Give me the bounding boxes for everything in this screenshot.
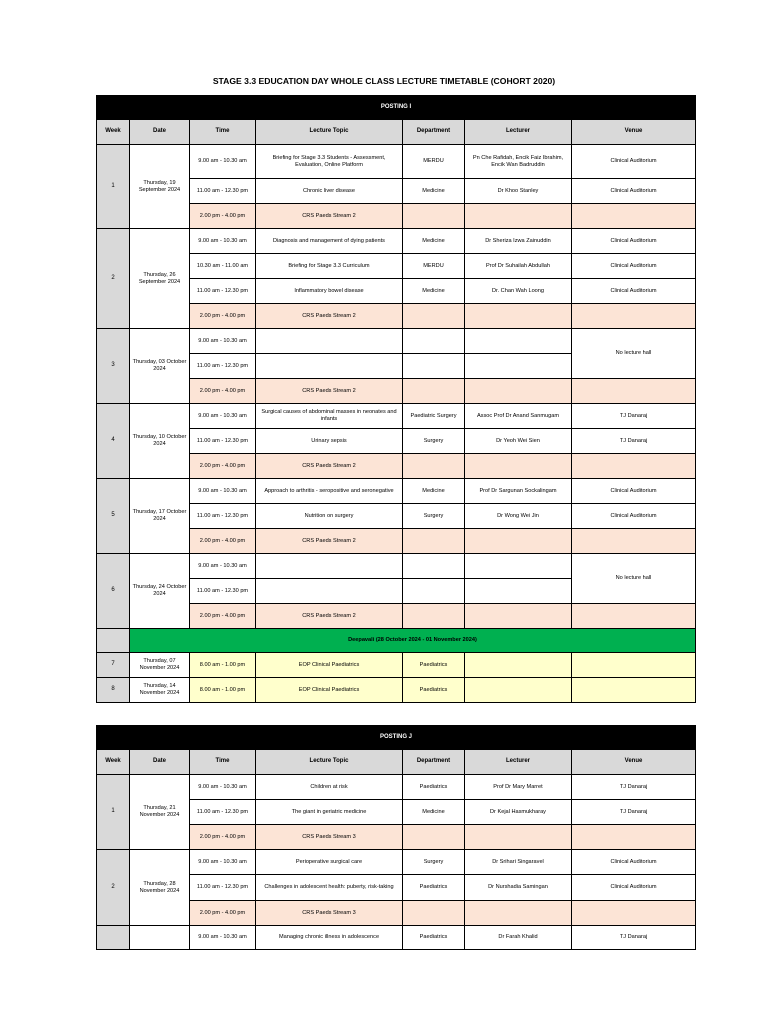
week-number: 2 (97, 229, 130, 329)
department (403, 825, 465, 850)
department: Surgery (403, 429, 465, 454)
venue: TJ Danaraj (572, 800, 696, 825)
lecture-topic: CRS Paeds Stream 2 (256, 304, 403, 329)
lecture-time: 11.00 am - 12.30 pm (190, 429, 256, 454)
table-row (97, 850, 696, 875)
venue: Clinical Auditorium (572, 179, 696, 204)
week-number: 5 (97, 479, 130, 554)
lecture-time: 11.00 am - 12.30 pm (190, 179, 256, 204)
lecture-topic: Surgical causes of abdominal masses in neonates and infants (256, 404, 403, 429)
lecture-time: 9.00 am - 10.30 am (190, 850, 256, 875)
department: Paediatrics (403, 775, 465, 800)
department (403, 304, 465, 329)
posting-label: POSTING I (97, 96, 696, 120)
venue: TJ Danaraj (572, 429, 696, 454)
lecture-time: 2.00 pm - 4.00 pm (190, 204, 256, 229)
lecture-topic: CRS Paeds Stream 3 (256, 901, 403, 926)
venue (572, 678, 696, 703)
department: Medicine (403, 800, 465, 825)
lecture-topic: CRS Paeds Stream 2 (256, 379, 403, 404)
venue: TJ Danaraj (572, 775, 696, 800)
venue (572, 529, 696, 554)
lecture-date: Thursday, 17 October 2024 (130, 479, 190, 554)
lecturer: Dr Srihari Singaravel (465, 850, 572, 875)
lecturer: Assoc Prof Dr Anand Sanmugam (465, 404, 572, 429)
lecturer (465, 304, 572, 329)
week-number: 3 (97, 329, 130, 404)
column-header-venue: Venue (572, 120, 696, 145)
week-number: 1 (97, 775, 130, 850)
venue (572, 825, 696, 850)
department (403, 554, 465, 579)
department: Paediatrics (403, 875, 465, 901)
posting-i-table (96, 95, 696, 703)
lecture-time: 9.00 am - 10.30 am (190, 404, 256, 429)
lecture-date: Thursday, 28 November 2024 (130, 850, 190, 926)
column-header-lecture-topic: Lecture Topic (256, 120, 403, 145)
department: Surgery (403, 504, 465, 529)
lecture-topic: CRS Paeds Stream 3 (256, 825, 403, 850)
lecture-time: 2.00 pm - 4.00 pm (190, 825, 256, 850)
holiday-banner: Deepavali (28 October 2024 - 01 November 2024) (130, 629, 696, 653)
lecturer (465, 379, 572, 404)
lecture-topic: The giant in geriatric medicine (256, 800, 403, 825)
lecture-topic: Approach to arthritis - seropositive and seronegative (256, 479, 403, 504)
lecture-date: Thursday, 19 September 2024 (130, 145, 190, 229)
department: Surgery (403, 850, 465, 875)
lecturer (465, 653, 572, 678)
venue: Clinical Auditorium (572, 850, 696, 875)
department (403, 379, 465, 404)
lecture-date (130, 926, 190, 950)
department: MERDU (403, 145, 465, 179)
lecture-time: 9.00 am - 10.30 am (190, 145, 256, 179)
column-header-time: Time (190, 120, 256, 145)
lecture-date: Thursday, 26 September 2024 (130, 229, 190, 329)
holiday-week-spacer (97, 629, 130, 653)
lecture-topic (256, 579, 403, 604)
lecture-time: 11.00 am - 12.30 pm (190, 875, 256, 901)
column-header-lecturer: Lecturer (465, 120, 572, 145)
lecture-date: Thursday, 24 October 2024 (130, 554, 190, 629)
venue (572, 454, 696, 479)
week-number: 8 (97, 678, 130, 703)
department: Paediatrics (403, 678, 465, 703)
week-number (97, 926, 130, 950)
lecture-time: 11.00 am - 12.30 pm (190, 279, 256, 304)
lecture-topic: Briefing for Stage 3.3 Students - Assessment, Evaluation, Online Platform (256, 145, 403, 179)
lecture-topic (256, 554, 403, 579)
lecturer (465, 554, 572, 579)
venue: Clinical Auditorium (572, 254, 696, 279)
department: Medicine (403, 229, 465, 254)
lecture-time: 2.00 pm - 4.00 pm (190, 901, 256, 926)
lecture-time: 2.00 pm - 4.00 pm (190, 604, 256, 629)
venue: Clinical Auditorium (572, 875, 696, 901)
column-header-lecture-topic: Lecture Topic (256, 750, 403, 775)
column-header-lecturer: Lecturer (465, 750, 572, 775)
venue: Clinical Auditorium (572, 479, 696, 504)
lecture-topic: CRS Paeds Stream 2 (256, 204, 403, 229)
posting-label: POSTING J (97, 726, 696, 750)
lecture-date: Thursday, 21 November 2024 (130, 775, 190, 850)
lecture-time: 9.00 am - 10.30 am (190, 479, 256, 504)
column-header-week: Week (97, 750, 130, 775)
lecture-date: Thursday, 10 October 2024 (130, 404, 190, 479)
lecturer (465, 678, 572, 703)
department (403, 579, 465, 604)
venue: Clinical Auditorium (572, 145, 696, 179)
lecture-topic: Perioperative surgical care (256, 850, 403, 875)
venue (572, 604, 696, 629)
lecture-topic: Inflammatory bowel disease (256, 279, 403, 304)
lecture-time: 9.00 am - 10.30 am (190, 229, 256, 254)
week-number: 6 (97, 554, 130, 629)
department (403, 329, 465, 354)
lecture-topic: Challenges in adolescent health: puberty, risk-taking (256, 875, 403, 901)
lecture-time: 8.00 am - 1.00 pm (190, 653, 256, 678)
department (403, 604, 465, 629)
lecture-time: 2.00 pm - 4.00 pm (190, 529, 256, 554)
column-header-row (97, 120, 696, 145)
lecture-time: 11.00 am - 12.30 pm (190, 800, 256, 825)
lecturer (465, 529, 572, 554)
column-header-department: Department (403, 120, 465, 145)
venue: Clinical Auditorium (572, 279, 696, 304)
venue (572, 901, 696, 926)
document-title: STAGE 3.3 EDUCATION DAY WHOLE CLASS LECTURE TIMETABLE (COHORT 2020) (212, 76, 556, 86)
lecture-time: 8.00 am - 1.00 pm (190, 678, 256, 703)
lecturer (465, 901, 572, 926)
venue: No lecture hall (572, 329, 696, 379)
lecturer: Dr Khoo Stanley (465, 179, 572, 204)
lecture-topic: Urinary sepsis (256, 429, 403, 454)
table-row (97, 229, 696, 254)
lecturer (465, 354, 572, 379)
table-row (97, 554, 696, 579)
lecture-topic: Children at risk (256, 775, 403, 800)
posting-j-table (96, 725, 696, 950)
venue: TJ Danaraj (572, 404, 696, 429)
lecturer (465, 329, 572, 354)
lecture-time: 9.00 am - 10.30 am (190, 926, 256, 950)
lecture-time: 11.00 am - 12.30 pm (190, 354, 256, 379)
table-row (97, 775, 696, 800)
department (403, 204, 465, 229)
lecturer: Dr Wong Wei Jin (465, 504, 572, 529)
lecturer: Prof Dr Sargunan Sockalingam (465, 479, 572, 504)
lecture-topic: EOP Clinical Paediatrics (256, 678, 403, 703)
column-header-week: Week (97, 120, 130, 145)
venue (572, 653, 696, 678)
lecturer (465, 454, 572, 479)
lecturer (465, 825, 572, 850)
lecturer: Prof Dr Suhailah Abdullah (465, 254, 572, 279)
holiday-row (97, 629, 696, 653)
lecture-topic: EOP Clinical Paediatrics (256, 653, 403, 678)
lecture-time: 9.00 am - 10.30 am (190, 775, 256, 800)
lecture-date: Thursday, 14 November 2024 (130, 678, 190, 703)
table-row (97, 653, 696, 678)
lecture-topic: CRS Paeds Stream 2 (256, 529, 403, 554)
lecturer: Prof Dr Mary Marret (465, 775, 572, 800)
column-header-date: Date (130, 750, 190, 775)
table-row (97, 479, 696, 504)
lecture-topic: Managing chronic illness in adolescence (256, 926, 403, 950)
department (403, 901, 465, 926)
table-row (97, 926, 696, 950)
department: Paediatrics (403, 926, 465, 950)
venue (572, 304, 696, 329)
lecturer: Dr. Chan Wah Loong (465, 279, 572, 304)
lecture-time: 2.00 pm - 4.00 pm (190, 304, 256, 329)
lecture-time: 9.00 am - 10.30 am (190, 329, 256, 354)
column-header-time: Time (190, 750, 256, 775)
lecture-date: Thursday, 07 November 2024 (130, 653, 190, 678)
venue: Clinical Auditorium (572, 229, 696, 254)
department: Medicine (403, 179, 465, 204)
posting-header (97, 726, 696, 750)
week-number: 2 (97, 850, 130, 926)
department (403, 354, 465, 379)
lecturer: Dr Farah Khalid (465, 926, 572, 950)
table-row (97, 145, 696, 179)
lecture-topic: Nutrition on surgery (256, 504, 403, 529)
department (403, 529, 465, 554)
table-row (97, 329, 696, 354)
lecture-time: 2.00 pm - 4.00 pm (190, 454, 256, 479)
lecture-time: 10.30 am - 11.00 am (190, 254, 256, 279)
venue (572, 204, 696, 229)
lecturer (465, 604, 572, 629)
lecture-topic: Briefing for Stage 3.3 Curriculum (256, 254, 403, 279)
table-row (97, 404, 696, 429)
lecture-topic: CRS Paeds Stream 2 (256, 604, 403, 629)
posting-header (97, 96, 696, 120)
lecturer: Dr Yeoh Wei Sien (465, 429, 572, 454)
lecturer (465, 579, 572, 604)
department: Paediatric Surgery (403, 404, 465, 429)
lecturer: Dr Nurshadia Samingan (465, 875, 572, 901)
lecture-topic: Diagnosis and management of dying patients (256, 229, 403, 254)
department: Medicine (403, 479, 465, 504)
department: MERDU (403, 254, 465, 279)
venue (572, 379, 696, 404)
week-number: 4 (97, 404, 130, 479)
lecture-topic: Chronic liver disease (256, 179, 403, 204)
venue: Clinical Auditorium (572, 504, 696, 529)
week-number: 1 (97, 145, 130, 229)
lecture-time: 2.00 pm - 4.00 pm (190, 379, 256, 404)
lecture-topic (256, 354, 403, 379)
column-header-department: Department (403, 750, 465, 775)
venue: No lecture hall (572, 554, 696, 604)
department: Paediatrics (403, 653, 465, 678)
lecturer: Dr Kejal Hasmukharay (465, 800, 572, 825)
lecture-time: 9.00 am - 10.30 am (190, 554, 256, 579)
table-row (97, 678, 696, 703)
column-header-date: Date (130, 120, 190, 145)
lecture-topic: CRS Paeds Stream 2 (256, 454, 403, 479)
department (403, 454, 465, 479)
lecturer: Dr Sheriza Izwa Zainuddin (465, 229, 572, 254)
department: Medicine (403, 279, 465, 304)
column-header-venue: Venue (572, 750, 696, 775)
column-header-row (97, 750, 696, 775)
week-number: 7 (97, 653, 130, 678)
lecture-time: 11.00 am - 12.30 pm (190, 504, 256, 529)
lecture-date: Thursday, 03 October 2024 (130, 329, 190, 404)
lecture-topic (256, 329, 403, 354)
lecturer (465, 204, 572, 229)
venue: TJ Danaraj (572, 926, 696, 950)
lecturer: Pn Che Rafidah, Encik Faiz Ibrahim, Encik Wan Badruddin (465, 145, 572, 179)
lecture-time: 11.00 am - 12.30 pm (190, 579, 256, 604)
